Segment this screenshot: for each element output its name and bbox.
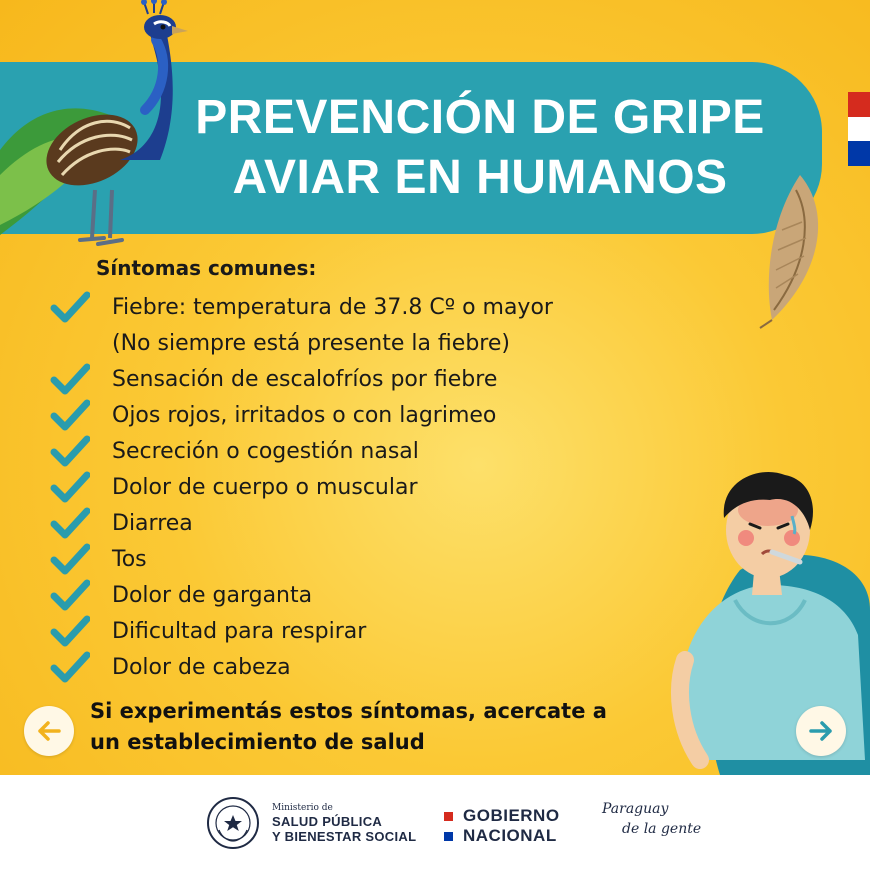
blue-square-icon <box>444 832 453 841</box>
check-icon <box>50 398 94 434</box>
symptom-item <box>50 362 553 398</box>
ministry-name-line-2: Y BIENESTAR SOCIAL <box>272 829 417 844</box>
cta-line-2: un establecimiento de salud <box>90 730 425 754</box>
check-icon <box>50 614 94 650</box>
red-square-icon <box>444 812 453 821</box>
peacock-illustration <box>0 0 200 250</box>
flag-blue-stripe <box>848 141 870 166</box>
symptom-label: Dolor de cabeza <box>112 655 291 680</box>
check-icon <box>50 362 94 398</box>
symptom-label: Dolor de cuerpo o muscular <box>112 475 418 500</box>
check-icon <box>50 578 94 614</box>
slogan-line-2: de la gente <box>622 821 702 837</box>
slogan-logo <box>602 799 702 839</box>
symptom-label: Ojos rojos, irritados o con lagrimeo <box>112 403 497 428</box>
symptom-label: Dificultad para respirar <box>112 619 367 644</box>
symptom-item <box>50 398 553 434</box>
feather-illustration <box>752 170 832 330</box>
symptom-item <box>50 470 553 506</box>
arrow-right-icon <box>807 717 835 745</box>
symptom-note: (No siempre está presente la fiebre) <box>112 331 510 356</box>
check-icon <box>50 290 94 326</box>
symptoms-heading: Síntomas comunes: <box>96 256 317 280</box>
check-icon <box>50 542 94 578</box>
symptom-label: Tos <box>112 547 147 572</box>
title-line-1: PREVENCIÓN DE GRIPE <box>195 91 765 144</box>
flag-white-stripe <box>848 117 870 142</box>
symptom-label: Dolor de garganta <box>112 583 313 608</box>
ministry-logo <box>272 803 416 844</box>
symptom-item <box>50 506 553 542</box>
title-line-2: AVIAR EN HUMANOS <box>232 151 728 204</box>
check-icon <box>50 470 94 506</box>
ministry-prefix: Ministerio de <box>272 803 333 813</box>
call-to-action <box>90 696 670 758</box>
symptom-item <box>50 650 553 686</box>
symptom-item <box>50 614 553 650</box>
symptoms-list <box>50 290 553 686</box>
symptom-label: Sensación de escalofríos por fiebre <box>112 367 498 392</box>
cta-line-1: Si experimentás estos síntomas, acercate a <box>90 699 607 723</box>
symptom-label: Secreción o cogestión nasal <box>112 439 419 464</box>
paraguay-flag <box>848 92 870 166</box>
flag-red-stripe <box>848 92 870 117</box>
arrow-left-icon <box>35 717 63 745</box>
page-title <box>180 88 780 208</box>
national-seal-icon <box>206 796 260 850</box>
next-button[interactable] <box>796 706 846 756</box>
gobierno-nacional-logo <box>444 806 560 846</box>
slogan-line-1: Paraguay <box>602 801 669 817</box>
symptom-item <box>50 290 553 362</box>
previous-button[interactable] <box>24 706 74 756</box>
footer <box>0 775 870 870</box>
symptom-item <box>50 578 553 614</box>
symptom-item <box>50 542 553 578</box>
ministry-name-line-1: SALUD PÚBLICA <box>272 814 383 829</box>
nacional-text: NACIONAL <box>463 826 557 845</box>
check-icon <box>50 506 94 542</box>
gobierno-text: GOBIERNO <box>463 806 560 825</box>
symptom-label: Fiebre: temperatura de 37.8 Cº o mayor <box>112 295 553 320</box>
check-icon <box>50 650 94 686</box>
symptom-item <box>50 434 553 470</box>
check-icon <box>50 434 94 470</box>
symptom-label: Diarrea <box>112 511 193 536</box>
